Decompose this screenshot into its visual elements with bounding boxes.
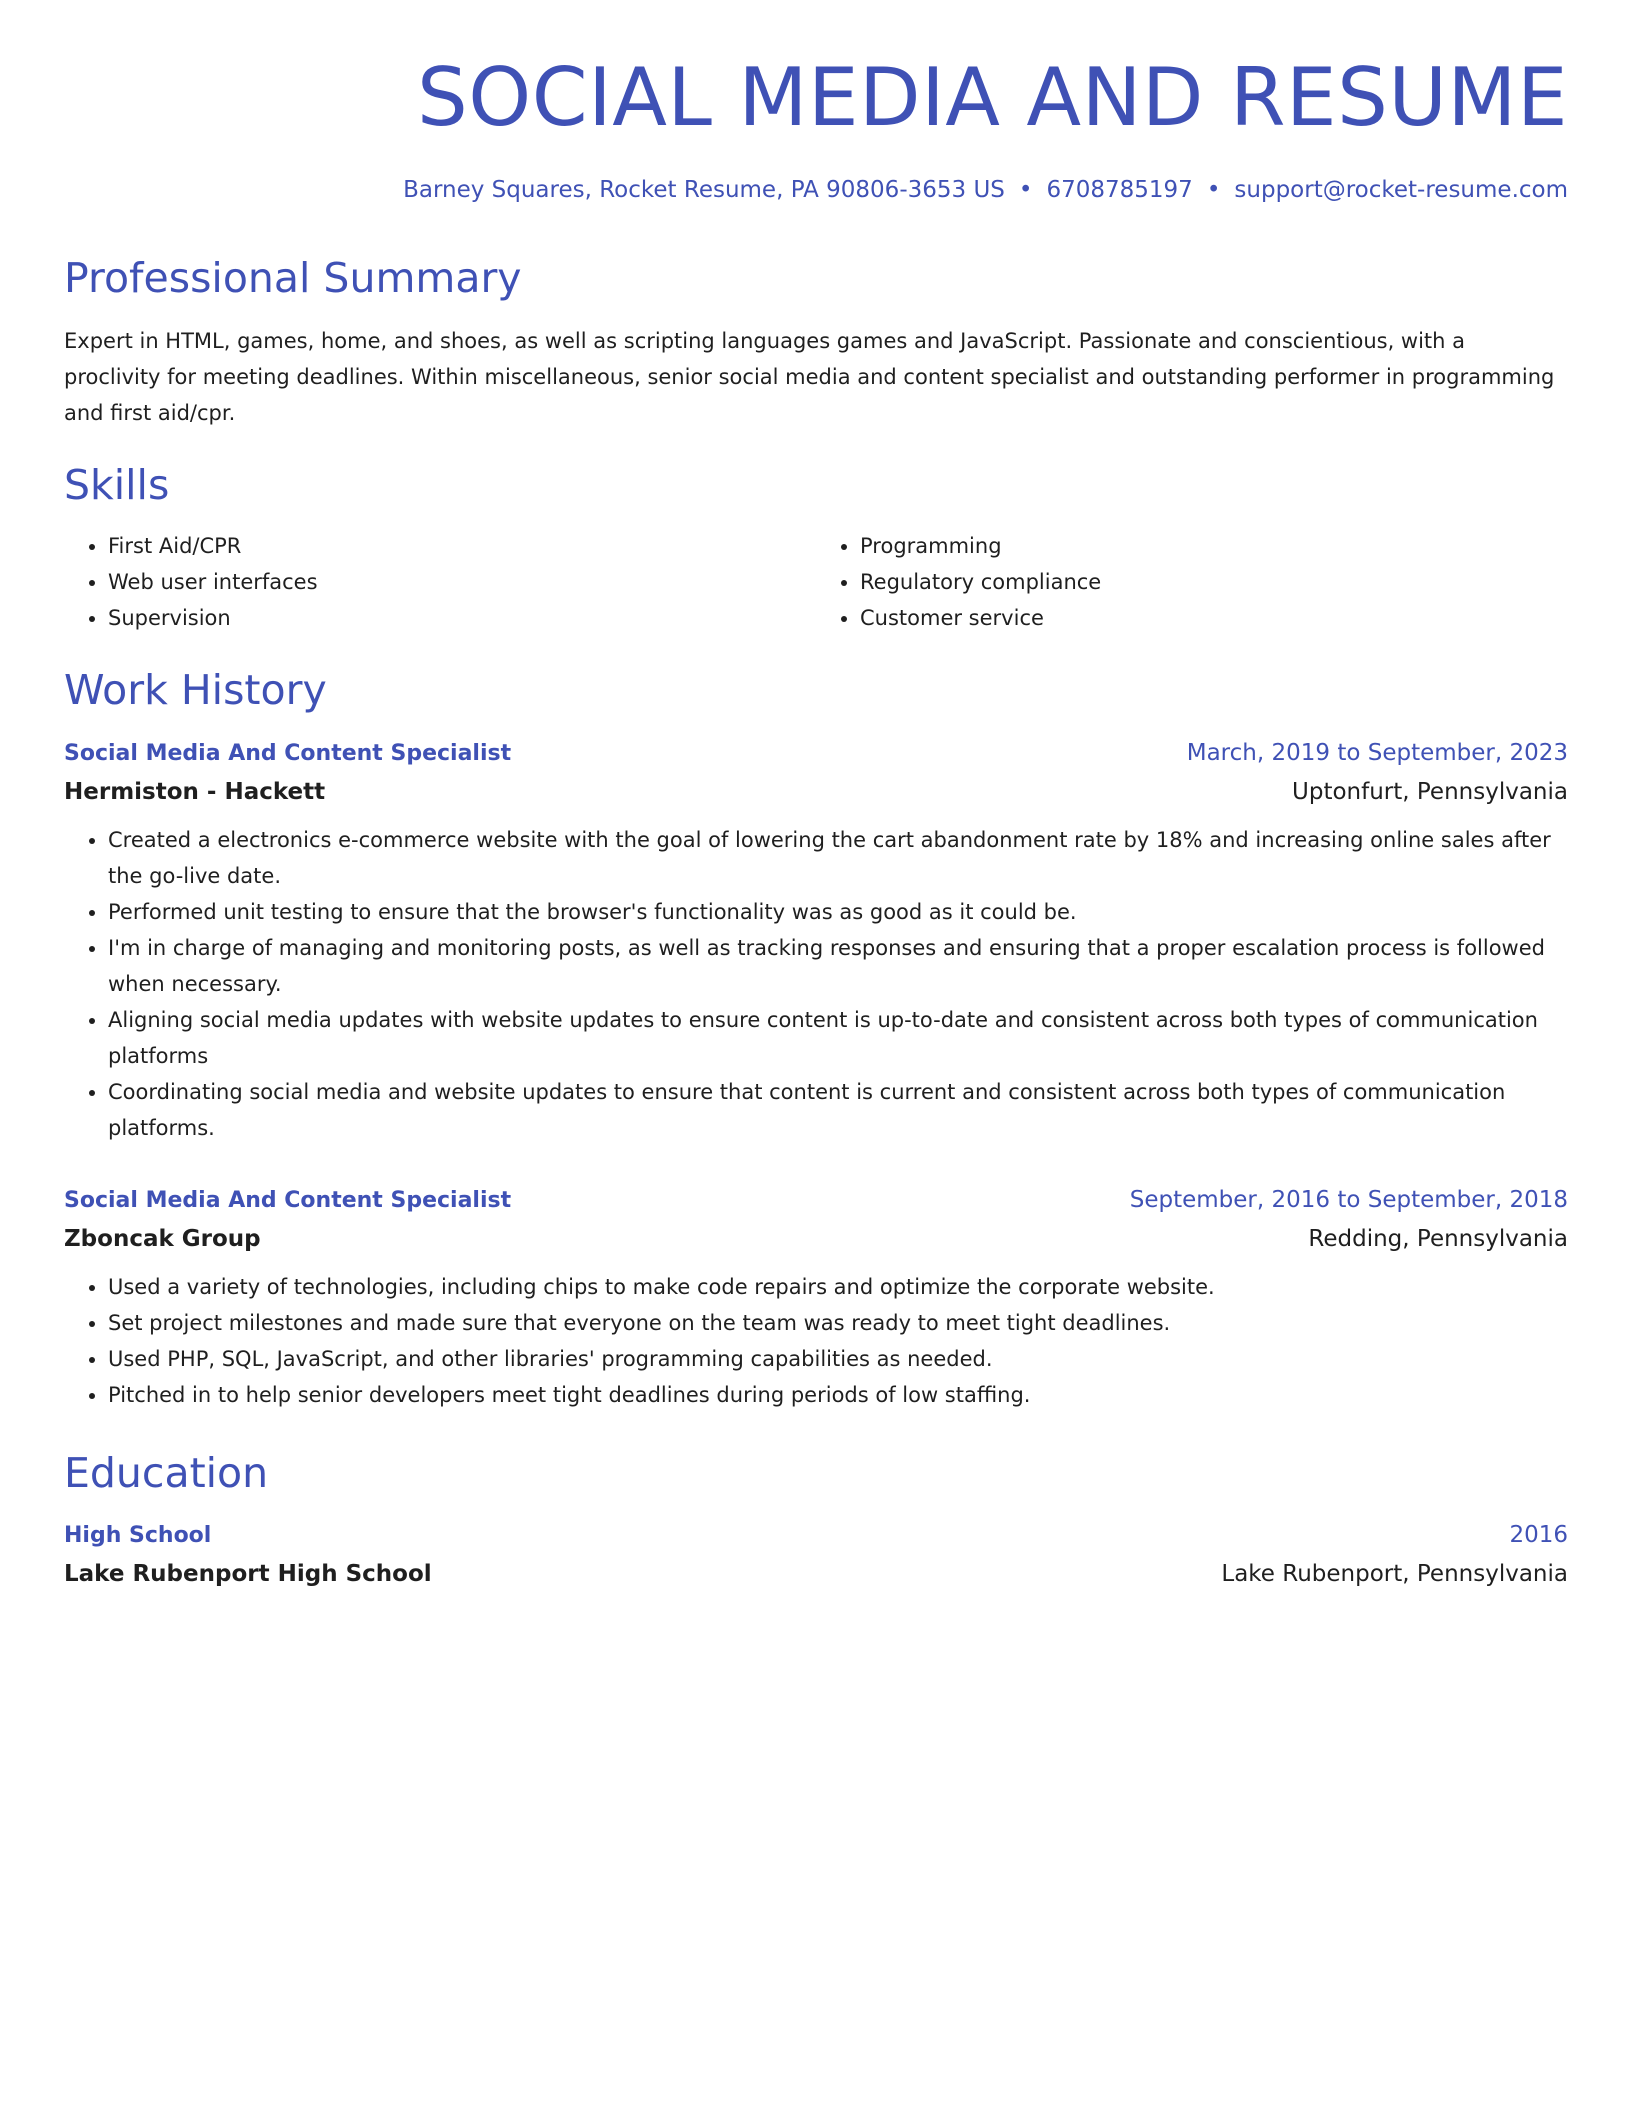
- job-bullet: • Set project milestones and made sure that everyone on the team was ready to meet tight deadlines.: [108, 1305, 1568, 1341]
- skill-item: • Regulatory compliance: [860, 564, 1568, 600]
- education-header-row: [64, 1517, 1568, 1554]
- skill-item: • Customer service: [860, 600, 1568, 636]
- section-title-work: Work History: [64, 666, 327, 715]
- education-degree: High School: [64, 1522, 212, 1548]
- contact-email: support@rocket-resume.com: [1234, 177, 1568, 203]
- education-section: [64, 1449, 1568, 1593]
- job-title: Social Media And Content Specialist: [64, 1188, 512, 1214]
- resume-header: [64, 51, 1568, 206]
- section-title-education: Education: [64, 1449, 269, 1498]
- job-dates: September, 2016 to September, 2018: [1129, 1187, 1568, 1214]
- skill-item: • First Aid/CPR: [108, 528, 816, 564]
- contact-phone: 6708785197: [1046, 177, 1193, 203]
- job-company-row: [64, 772, 1568, 812]
- contact-separator: •: [1018, 177, 1033, 203]
- job-bullet: • Used PHP, SQL, JavaScript, and other libraries' programming capabilities as needed.: [108, 1341, 1568, 1377]
- job-entry: [64, 735, 1568, 1146]
- job-bullets: [64, 822, 1568, 1146]
- education-school-row: [64, 1554, 1568, 1594]
- education-year: 2016: [1509, 1521, 1568, 1548]
- job-location: Uptonfurt, Pennsylvania: [1292, 779, 1568, 806]
- job-title: Social Media And Content Specialist: [64, 741, 512, 767]
- contact-address: Barney Squares, Rocket Resume, PA 90806-3653 US: [403, 177, 1005, 203]
- job-header-row: [64, 735, 1568, 772]
- work-history-section: [64, 666, 1568, 1413]
- contact-separator: •: [1206, 177, 1221, 203]
- job-company: Zboncak Group: [64, 1226, 261, 1253]
- job-bullets: [64, 1269, 1568, 1413]
- skills-section: [64, 461, 1568, 636]
- job-company: Hermiston - Hackett: [64, 779, 326, 806]
- professional-summary-section: [64, 254, 1568, 431]
- resume-name: SOCIAL MEDIA AND RESUME: [417, 51, 1568, 144]
- section-title-summary: Professional Summary: [64, 253, 522, 302]
- job-bullet: • Coordinating social media and website updates to ensure that content is current and consistent across both types of communication platforms.: [108, 1074, 1568, 1146]
- skill-item: • Supervision: [108, 600, 816, 636]
- job-bullet: • Performed unit testing to ensure that the browser's functionality was as good as it could be.: [108, 894, 1568, 930]
- job-bullet: • Used a variety of technologies, including chips to make code repairs and optimize the corporate website.: [108, 1269, 1568, 1305]
- contact-line: [64, 176, 1568, 206]
- skill-item: • Web user interfaces: [108, 564, 816, 600]
- job-dates: March, 2019 to September, 2023: [1186, 740, 1568, 767]
- job-location: Redding, Pennsylvania: [1308, 1226, 1568, 1253]
- education-location: Lake Rubenport, Pennsylvania: [1221, 1560, 1568, 1587]
- summary-text: Expert in HTML, games, home, and shoes, as well as scripting languages games and JavaScript. Passionate and conscientious, with a proclivity for meeting deadlines. Within miscellaneous, senior social media and content specialist and outstanding performer in programming and first aid/cpr.: [64, 329, 1555, 426]
- job-bullet: • I'm in charge of managing and monitoring posts, as well as tracking responses and ensuring that a proper escalation process is followed when necessary.: [108, 930, 1568, 1002]
- skill-item: • Programming: [860, 528, 1568, 564]
- education-entry: [64, 1517, 1568, 1594]
- education-school: Lake Rubenport High School: [64, 1560, 432, 1587]
- job-bullet: • Pitched in to help senior developers meet tight deadlines during periods of low staffing.: [108, 1377, 1568, 1413]
- job-header-row: [64, 1182, 1568, 1219]
- skills-list-left: [64, 528, 816, 636]
- job-bullet: • Aligning social media updates with website updates to ensure content is up-to-date and consistent across both types of communication platforms: [108, 1002, 1568, 1074]
- job-entry: [64, 1182, 1568, 1413]
- skills-list-right: [816, 528, 1568, 636]
- skills-grid: [64, 528, 1568, 636]
- job-bullet: • Created a electronics e-commerce website with the goal of lowering the cart abandonment rate by 18% and increasing online sales after the go-live date.: [108, 822, 1568, 894]
- section-title-skills: Skills: [64, 461, 170, 510]
- job-company-row: [64, 1219, 1568, 1259]
